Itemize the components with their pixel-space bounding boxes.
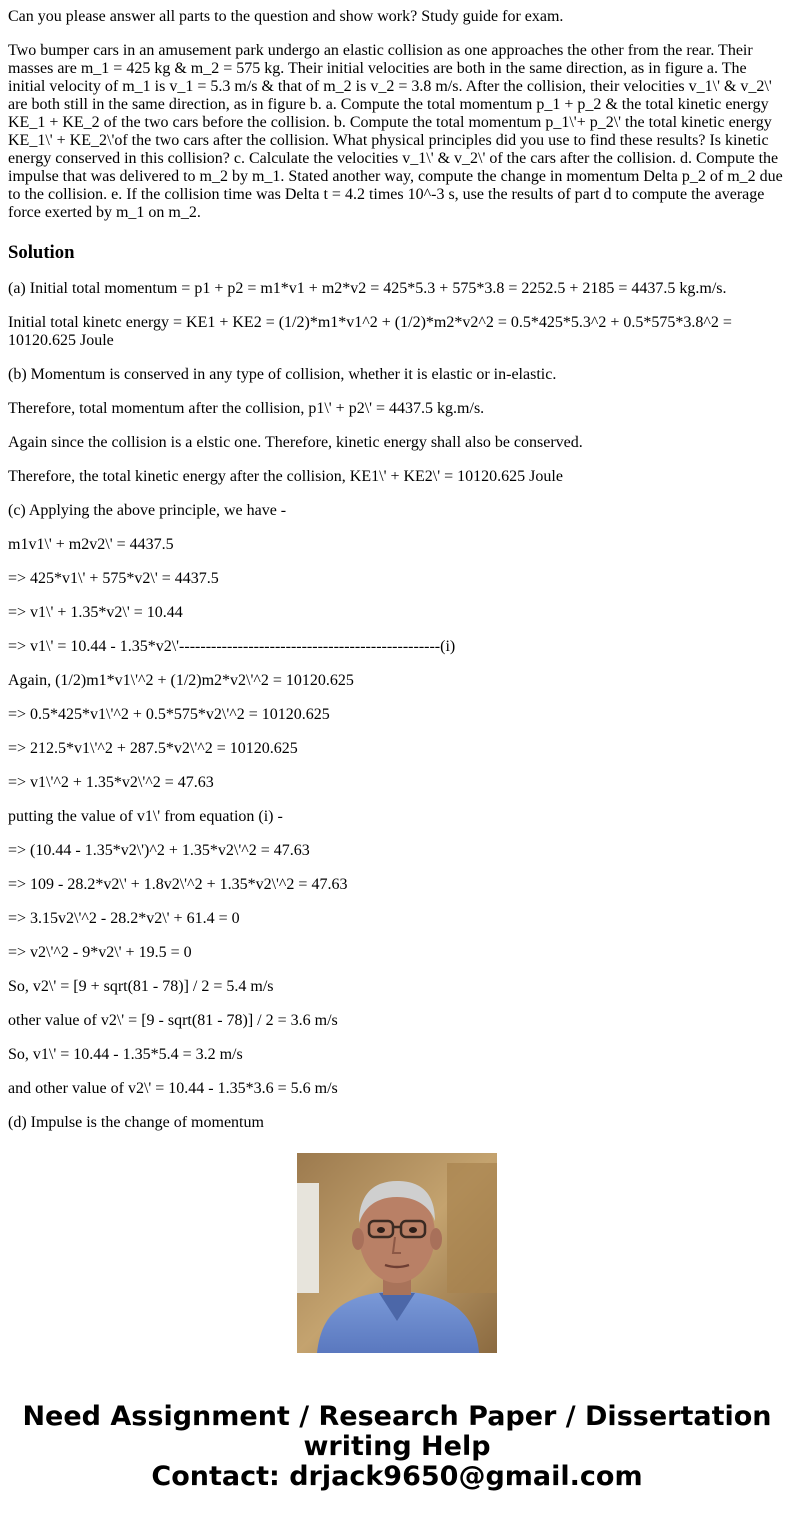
- promo-line-2: writing Help: [303, 1431, 491, 1462]
- solution-line: Initial total kinetc energy = KE1 + KE2 = (1/2)*m1*v1^2 + (1/2)*m2*v2^2 = 0.5*425*5.3^2 + 0.5*575*3.8^2 = 10120.625 Joule: [8, 314, 732, 349]
- solution-line: putting the value of v1\' from equation (i) -: [8, 808, 283, 825]
- solution-line: => 425*v1\' + 575*v2\' = 4437.5: [8, 570, 219, 587]
- solution-line: Therefore, total momentum after the collision, p1\' + p2\' = 4437.5 kg.m/s.: [8, 400, 485, 417]
- promo-banner: [0, 1402, 794, 1492]
- solution-line: => (10.44 - 1.35*v2\')^2 + 1.35*v2\'^2 = 47.63: [8, 842, 310, 859]
- solution-line: m1v1\' + m2v2\' = 4437.5: [8, 536, 174, 553]
- solution-line: and other value of v2\' = 10.44 - 1.35*3.6 = 5.6 m/s: [8, 1080, 338, 1097]
- solution-line: => v1\' = 10.44 - 1.35*v2\'-------------------------------------------------(i): [8, 638, 456, 655]
- tutor-portrait: [297, 1153, 497, 1353]
- solution-line: (b) Momentum is conserved in any type of collision, whether it is elastic or in-elastic.: [8, 366, 557, 383]
- solution-line: => v2\'^2 - 9*v2\' + 19.5 = 0: [8, 944, 192, 961]
- solution-line: Again, (1/2)m1*v1\'^2 + (1/2)m2*v2\'^2 = 10120.625: [8, 672, 354, 689]
- solution-heading: Solution: [8, 242, 75, 263]
- promo-line-1: Need Assignment / Research Paper / Dissertation: [22, 1401, 772, 1432]
- promo-contact: Contact: drjack9650@gmail.com: [151, 1461, 643, 1492]
- solution-line: Therefore, the total kinetic energy after the collision, KE1\' + KE2\' = 10120.625 Joule: [8, 468, 563, 485]
- solution-line: => 109 - 28.2*v2\' + 1.8v2\'^2 + 1.35*v2\'^2 = 47.63: [8, 876, 348, 893]
- solution-line: (a) Initial total momentum = p1 + p2 = m1*v1 + m2*v2 = 425*5.3 + 575*3.8 = 2252.5 + 2185 = 4437.5 kg.m/s.: [8, 280, 727, 297]
- solution-line: => v1\'^2 + 1.35*v2\'^2 = 47.63: [8, 774, 214, 791]
- solution-line: => v1\' + 1.35*v2\' = 10.44: [8, 604, 183, 621]
- document-content: [8, 0, 786, 1131]
- solution-line: (c) Applying the above principle, we have -: [8, 502, 287, 519]
- question-body: Two bumper cars in an amusement park undergo an elastic collision as one approaches the other from the rear. Their masses are m_1 = 425 kg & m_2 = 575 kg. Their initial velocities are both in the same direction, as in figure a. The initial velocity of m_1 is v_1 = 5.3 m/s & that of m_2 is v_2 = 3.8 m/s. After the collision, their velocities v_1\' & v_2\' are both still in the same direction, as in figure b. a. Compute the total momentum p_1 + p_2 & the total kinetic energy KE_1 + KE_2 of the two cars before the collision. b. Compute the total momentum p_1\'+ p_2\' the total kinetic energy KE_1\' + KE_2\'of the two cars after the collision. What physical principles did you use to find these results? Is kinetic energy conserved in this collision? c. Calculate the velocities v_1\' & v_2\' of the cars after the collision. d. Compute the impulse that was delivered to m_2 by m_1. Stated another way, compute the change in momentum Delta p_2 of m_2 due to the collision. e. If the collision time was Delta t = 4.2 times 10^-3 s, use the results of part d to compute the average force exerted by m_1 on m_2.: [8, 42, 783, 221]
- solution-line: Again since the collision is a elstic one. Therefore, kinetic energy shall also be conserved.: [8, 434, 583, 451]
- solution-line: => 0.5*425*v1\'^2 + 0.5*575*v2\'^2 = 10120.625: [8, 706, 330, 723]
- tutor-avatar: [297, 1153, 497, 1353]
- solution-line: => 3.15v2\'^2 - 28.2*v2\' + 61.4 = 0: [8, 910, 240, 927]
- solution-line: (d) Impulse is the change of momentum: [8, 1114, 264, 1131]
- question-intro: Can you please answer all parts to the question and show work? Study guide for exam.: [8, 8, 564, 25]
- solution-line: => 212.5*v1\'^2 + 287.5*v2\'^2 = 10120.625: [8, 740, 298, 757]
- solution-line: other value of v2\' = [9 - sqrt(81 - 78)] / 2 = 3.6 m/s: [8, 1012, 338, 1029]
- solution-line: So, v2\' = [9 + sqrt(81 - 78)] / 2 = 5.4 m/s: [8, 978, 274, 995]
- solution-line: So, v1\' = 10.44 - 1.35*5.4 = 3.2 m/s: [8, 1046, 243, 1063]
- solution-body: [8, 280, 786, 1132]
